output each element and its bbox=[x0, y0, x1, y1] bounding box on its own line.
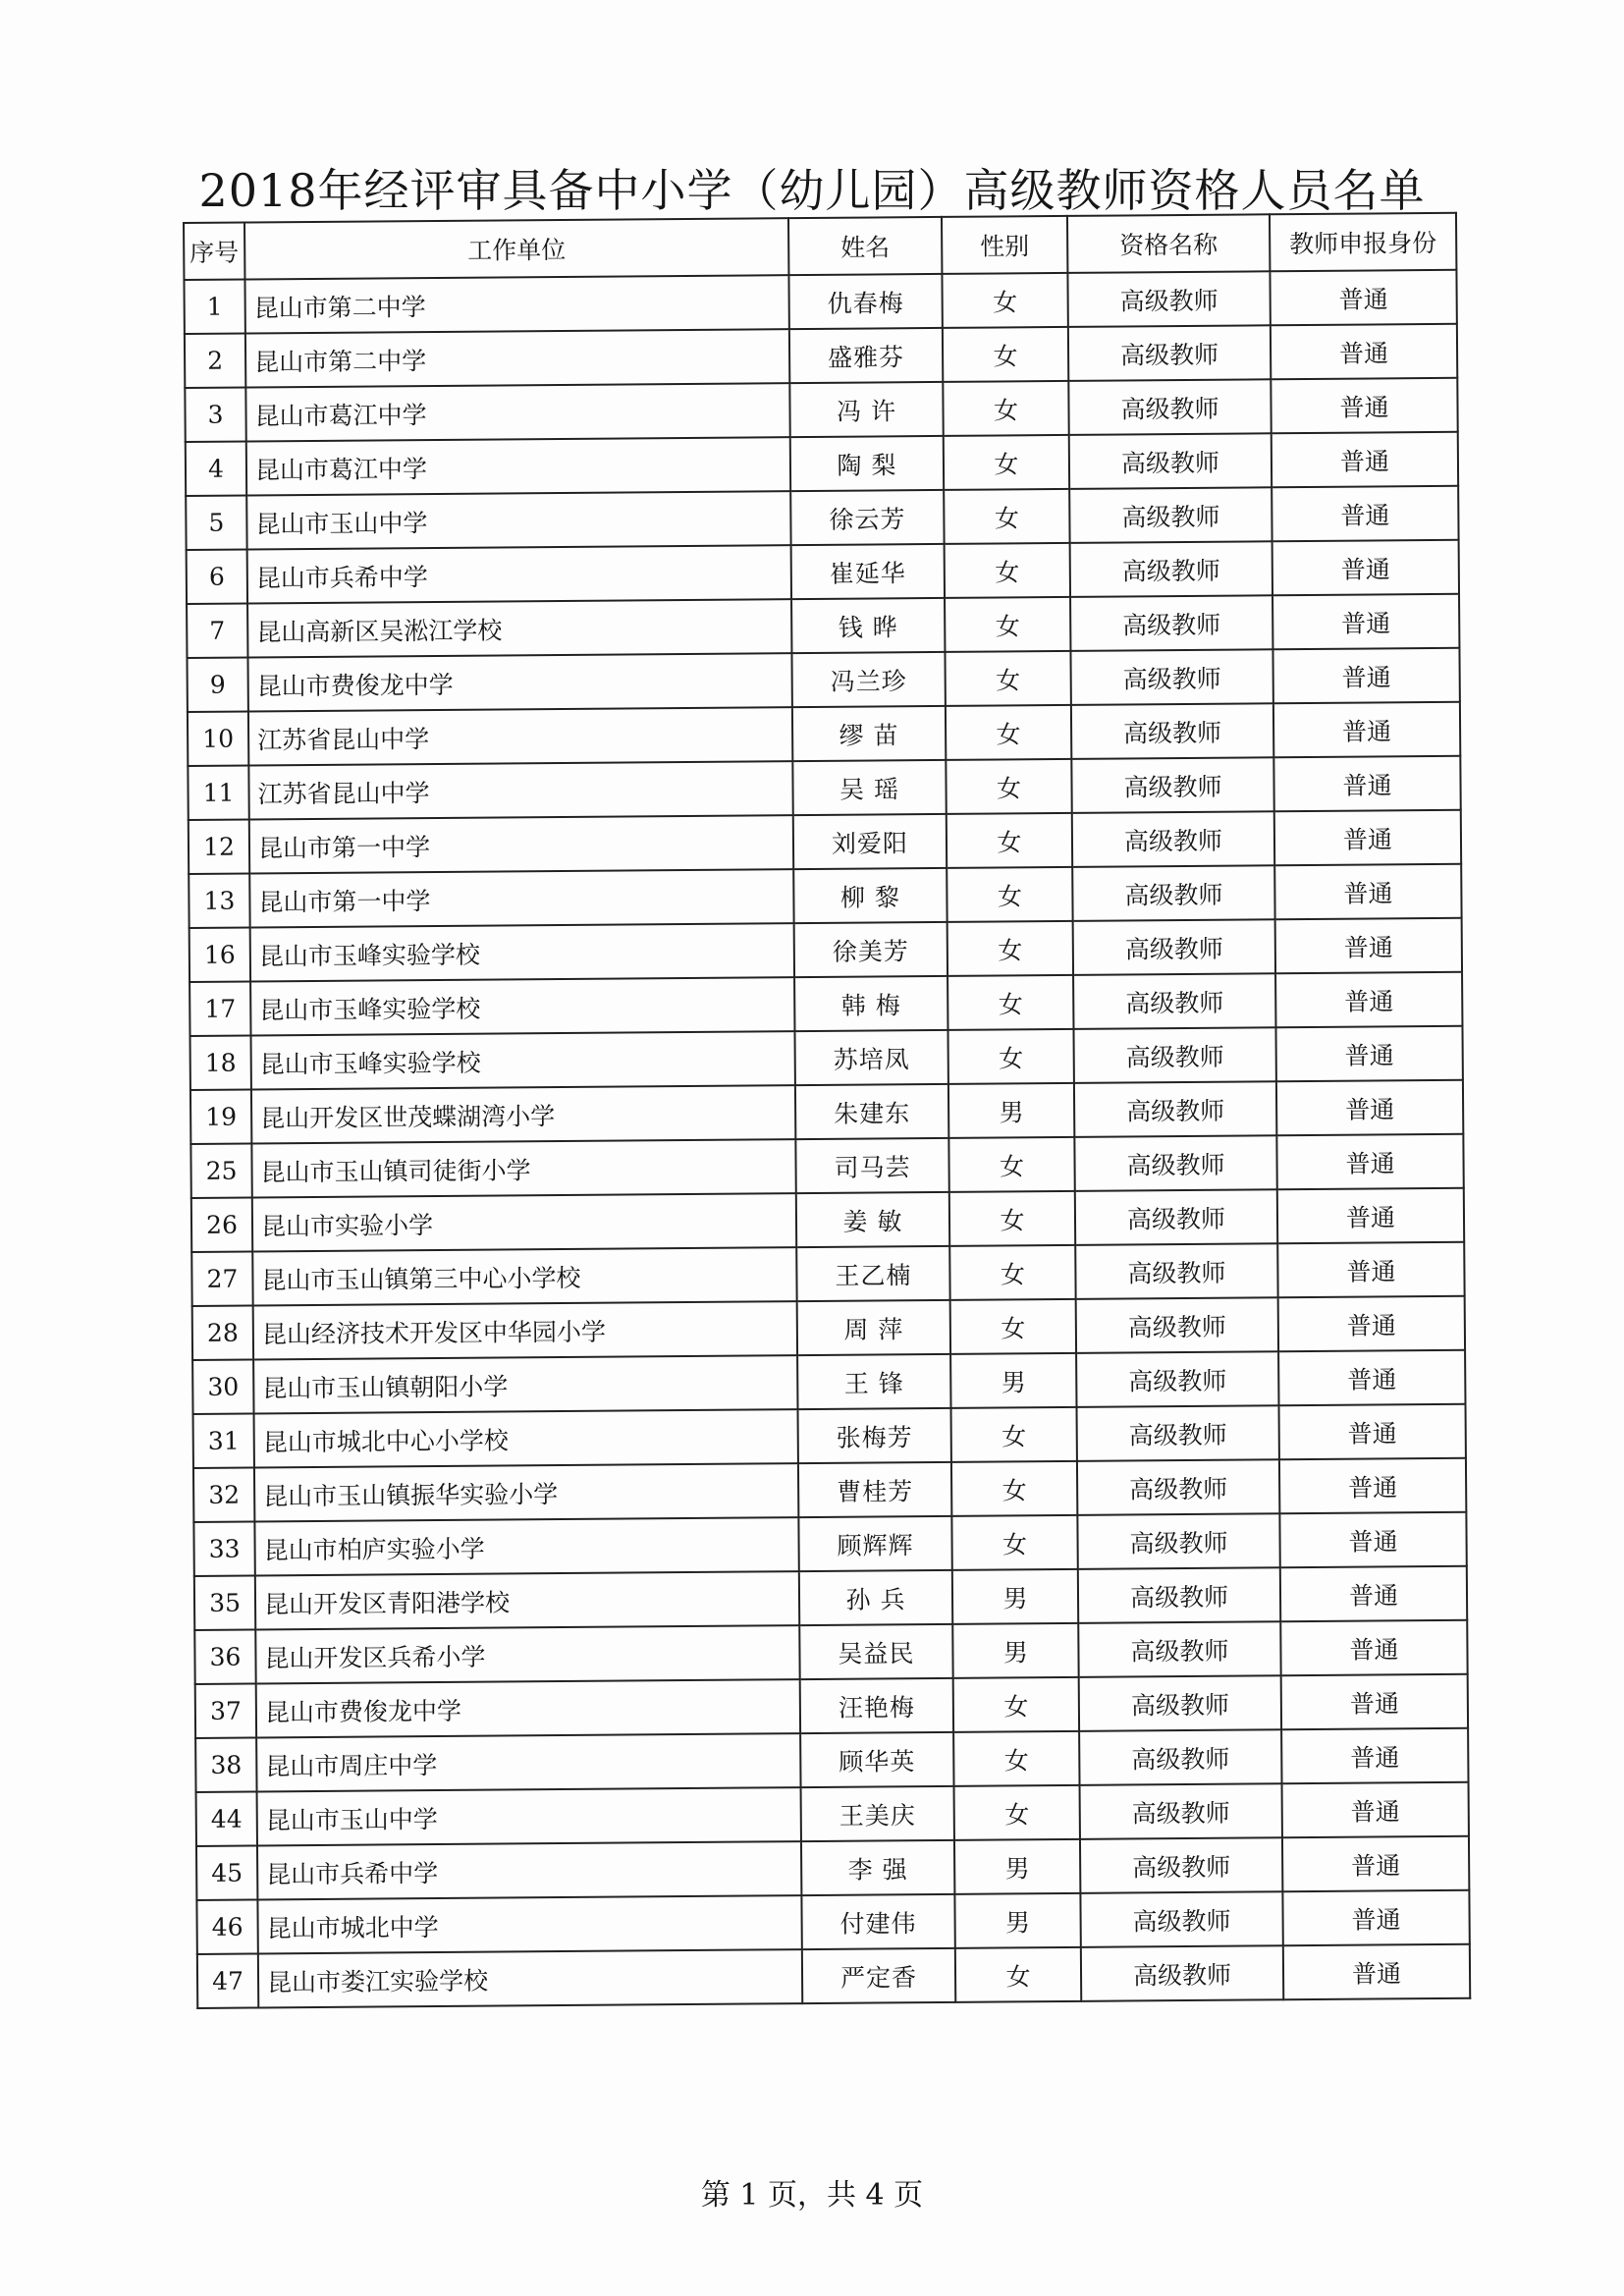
table-row bbox=[190, 1134, 1463, 1198]
cell-serial-number: 11 bbox=[188, 765, 248, 819]
cell-serial-number: 13 bbox=[189, 873, 249, 927]
cell-name: 曹桂芳 bbox=[798, 1462, 951, 1517]
cell-gender: 女 bbox=[947, 921, 1073, 976]
cell-serial-number: 27 bbox=[191, 1251, 252, 1305]
table-row bbox=[189, 810, 1461, 874]
cell-gender: 女 bbox=[943, 381, 1068, 436]
cell-work-unit: 昆山市实验小学 bbox=[252, 1193, 796, 1251]
cell-work-unit: 昆山市玉山镇司徒街小学 bbox=[251, 1139, 795, 1197]
cell-serial-number: 30 bbox=[192, 1359, 253, 1413]
cell-name: 吴 瑶 bbox=[792, 760, 946, 815]
table-row bbox=[187, 648, 1459, 712]
cell-work-unit: 昆山市柏庐实验小学 bbox=[254, 1517, 798, 1575]
roster-table bbox=[183, 212, 1471, 2009]
cell-applicant-identity: 普通 bbox=[1278, 1350, 1465, 1405]
cell-applicant-identity: 普通 bbox=[1276, 1080, 1463, 1135]
cell-name: 李 强 bbox=[801, 1840, 954, 1895]
cell-work-unit: 昆山市第二中学 bbox=[244, 275, 788, 333]
cell-qualification: 高级教师 bbox=[1067, 271, 1270, 327]
cell-gender: 女 bbox=[947, 975, 1073, 1030]
cell-work-unit: 昆山市费俊龙中学 bbox=[256, 1679, 800, 1737]
cell-applicant-identity: 普通 bbox=[1271, 378, 1457, 433]
cell-name: 王美庆 bbox=[801, 1786, 954, 1841]
table-row bbox=[189, 918, 1462, 982]
cell-name: 冯兰珍 bbox=[791, 652, 945, 707]
cell-serial-number: 38 bbox=[195, 1737, 256, 1791]
cell-work-unit: 昆山市玉山镇第三中心小学校 bbox=[252, 1247, 796, 1305]
cell-serial-number: 31 bbox=[193, 1413, 254, 1467]
cell-qualification: 高级教师 bbox=[1072, 865, 1274, 921]
cell-work-unit: 昆山开发区兵希小学 bbox=[255, 1625, 799, 1683]
table-row bbox=[194, 1620, 1467, 1684]
cell-gender: 女 bbox=[951, 1407, 1077, 1462]
cell-work-unit: 昆山市第二中学 bbox=[245, 329, 789, 387]
cell-work-unit: 昆山市玉山镇振华实验小学 bbox=[254, 1463, 798, 1521]
cell-work-unit: 昆山市娄江实验学校 bbox=[258, 1949, 802, 2007]
cell-name: 王 锋 bbox=[797, 1354, 950, 1409]
cell-applicant-identity: 普通 bbox=[1280, 1566, 1467, 1621]
cell-gender: 女 bbox=[949, 1245, 1075, 1300]
cell-applicant-identity: 普通 bbox=[1275, 1026, 1462, 1081]
cell-work-unit: 昆山市兵希中学 bbox=[257, 1841, 801, 1899]
cell-serial-number: 3 bbox=[185, 388, 245, 442]
cell-gender: 男 bbox=[952, 1569, 1078, 1624]
cell-gender: 女 bbox=[947, 813, 1072, 868]
cell-serial-number: 28 bbox=[192, 1305, 253, 1359]
cell-gender: 女 bbox=[953, 1677, 1079, 1732]
header-serial-number: 序号 bbox=[184, 223, 244, 280]
cell-applicant-identity: 普通 bbox=[1277, 1242, 1464, 1297]
cell-work-unit: 昆山市葛江中学 bbox=[245, 383, 789, 441]
cell-serial-number: 10 bbox=[188, 711, 248, 765]
cell-applicant-identity: 普通 bbox=[1273, 756, 1460, 811]
cell-name: 姜 敏 bbox=[796, 1192, 949, 1247]
cell-qualification: 高级教师 bbox=[1078, 1621, 1280, 1677]
table-row bbox=[192, 1296, 1465, 1360]
cell-qualification: 高级教师 bbox=[1077, 1405, 1279, 1461]
cell-qualification: 高级教师 bbox=[1076, 1351, 1278, 1407]
table-row bbox=[196, 1890, 1469, 1954]
cell-applicant-identity: 普通 bbox=[1270, 270, 1456, 325]
header-gender: 性别 bbox=[942, 216, 1067, 274]
table-row bbox=[188, 702, 1460, 766]
cell-gender: 女 bbox=[954, 1785, 1080, 1840]
cell-name: 苏培凤 bbox=[794, 1030, 947, 1085]
cell-work-unit: 昆山市费俊龙中学 bbox=[247, 653, 791, 711]
cell-gender: 女 bbox=[946, 759, 1071, 814]
cell-work-unit: 昆山高新区吴淞江学校 bbox=[247, 599, 791, 657]
cell-applicant-identity: 普通 bbox=[1281, 1674, 1468, 1729]
cell-applicant-identity: 普通 bbox=[1282, 1782, 1469, 1837]
table-row bbox=[184, 270, 1456, 334]
cell-work-unit: 昆山市周庄中学 bbox=[256, 1733, 800, 1791]
cell-serial-number: 16 bbox=[189, 927, 250, 981]
cell-gender: 女 bbox=[953, 1731, 1079, 1786]
cell-serial-number: 32 bbox=[193, 1467, 254, 1521]
cell-name: 陶 梨 bbox=[790, 436, 944, 491]
cell-gender: 女 bbox=[944, 489, 1069, 544]
cell-applicant-identity: 普通 bbox=[1278, 1296, 1465, 1351]
cell-work-unit: 昆山经济技术开发区中华园小学 bbox=[253, 1301, 797, 1359]
cell-serial-number: 44 bbox=[196, 1791, 257, 1845]
cell-serial-number: 18 bbox=[190, 1035, 251, 1089]
cell-gender: 男 bbox=[948, 1083, 1074, 1138]
cell-serial-number: 4 bbox=[186, 441, 246, 495]
table-row bbox=[193, 1404, 1466, 1468]
cell-applicant-identity: 普通 bbox=[1272, 540, 1459, 595]
cell-name: 严定香 bbox=[802, 1948, 955, 2003]
cell-gender: 女 bbox=[945, 543, 1070, 598]
cell-applicant-identity: 普通 bbox=[1271, 324, 1457, 379]
cell-serial-number: 19 bbox=[190, 1089, 251, 1143]
cell-qualification: 高级教师 bbox=[1074, 1135, 1276, 1191]
cell-applicant-identity: 普通 bbox=[1274, 810, 1461, 865]
cell-applicant-identity: 普通 bbox=[1281, 1728, 1468, 1783]
cell-serial-number: 46 bbox=[196, 1899, 257, 1953]
page-footer: 第 1 页，共 4 页 bbox=[700, 2178, 924, 2213]
table-row bbox=[194, 1566, 1467, 1630]
cell-gender: 女 bbox=[947, 1029, 1073, 1084]
table-row bbox=[189, 972, 1462, 1036]
cell-name: 徐云芳 bbox=[790, 490, 944, 545]
cell-applicant-identity: 普通 bbox=[1282, 1836, 1469, 1891]
cell-gender: 男 bbox=[954, 1893, 1080, 1948]
cell-qualification: 高级教师 bbox=[1080, 1891, 1282, 1947]
cell-gender: 男 bbox=[950, 1353, 1076, 1408]
cell-gender: 男 bbox=[952, 1623, 1078, 1678]
header-work-unit: 工作单位 bbox=[244, 218, 788, 279]
cell-work-unit: 昆山市第一中学 bbox=[249, 815, 793, 873]
table-row bbox=[185, 378, 1457, 442]
cell-work-unit: 昆山市城北中学 bbox=[257, 1895, 801, 1953]
cell-applicant-identity: 普通 bbox=[1277, 1188, 1464, 1243]
cell-qualification: 高级教师 bbox=[1070, 541, 1272, 597]
cell-work-unit: 昆山市玉山中学 bbox=[257, 1787, 801, 1845]
cell-applicant-identity: 普通 bbox=[1272, 594, 1459, 649]
cell-gender: 女 bbox=[951, 1461, 1077, 1516]
cell-serial-number: 12 bbox=[189, 819, 249, 873]
cell-name: 周 萍 bbox=[797, 1300, 950, 1355]
cell-qualification: 高级教师 bbox=[1069, 433, 1272, 489]
cell-serial-number: 2 bbox=[185, 334, 245, 388]
cell-qualification: 高级教师 bbox=[1081, 1945, 1283, 2001]
cell-name: 仇春梅 bbox=[788, 274, 942, 329]
cell-applicant-identity: 普通 bbox=[1280, 1620, 1467, 1675]
cell-applicant-identity: 普通 bbox=[1283, 1944, 1470, 1999]
cell-applicant-identity: 普通 bbox=[1279, 1512, 1466, 1567]
cell-name: 徐美芳 bbox=[794, 922, 947, 977]
cell-qualification: 高级教师 bbox=[1070, 649, 1272, 705]
cell-applicant-identity: 普通 bbox=[1272, 486, 1458, 541]
cell-qualification: 高级教师 bbox=[1069, 487, 1272, 543]
cell-qualification: 高级教师 bbox=[1070, 595, 1272, 651]
cell-qualification: 高级教师 bbox=[1079, 1729, 1281, 1785]
table-row bbox=[190, 1026, 1463, 1090]
cell-name: 吴益民 bbox=[799, 1624, 952, 1679]
cell-name: 朱建东 bbox=[795, 1084, 948, 1139]
cell-serial-number: 36 bbox=[194, 1629, 255, 1683]
cell-qualification: 高级教师 bbox=[1080, 1837, 1282, 1893]
cell-qualification: 高级教师 bbox=[1072, 811, 1274, 867]
cell-gender: 女 bbox=[949, 1191, 1075, 1246]
cell-name: 冯 许 bbox=[789, 382, 943, 437]
cell-applicant-identity: 普通 bbox=[1273, 702, 1460, 757]
cell-name: 孙 兵 bbox=[799, 1570, 952, 1625]
cell-work-unit: 江苏省昆山中学 bbox=[248, 761, 792, 819]
cell-work-unit: 昆山开发区世茂蝶湖湾小学 bbox=[251, 1085, 795, 1143]
cell-name: 司马芸 bbox=[795, 1138, 948, 1193]
cell-qualification: 高级教师 bbox=[1068, 379, 1271, 435]
roster-table-container bbox=[183, 212, 1469, 2009]
cell-work-unit: 昆山市玉峰实验学校 bbox=[250, 923, 794, 981]
cell-applicant-identity: 普通 bbox=[1276, 1134, 1463, 1189]
table-row bbox=[188, 756, 1460, 820]
cell-gender: 女 bbox=[955, 1947, 1081, 2002]
cell-serial-number: 45 bbox=[196, 1845, 257, 1899]
table-row bbox=[195, 1728, 1468, 1792]
cell-qualification: 高级教师 bbox=[1077, 1459, 1279, 1515]
cell-name: 缪 苗 bbox=[792, 706, 946, 761]
cell-serial-number: 5 bbox=[186, 495, 246, 549]
cell-name: 钱 晔 bbox=[791, 598, 945, 653]
cell-work-unit: 昆山市第一中学 bbox=[249, 869, 793, 927]
cell-serial-number: 7 bbox=[187, 603, 247, 657]
cell-gender: 女 bbox=[947, 867, 1072, 922]
cell-qualification: 高级教师 bbox=[1071, 757, 1273, 813]
cell-name: 刘爱阳 bbox=[793, 814, 947, 869]
table-header-row bbox=[184, 213, 1456, 280]
cell-qualification: 高级教师 bbox=[1073, 973, 1275, 1029]
cell-work-unit: 昆山市玉山镇朝阳小学 bbox=[253, 1355, 797, 1413]
cell-gender: 男 bbox=[954, 1839, 1080, 1894]
cell-gender: 女 bbox=[945, 651, 1070, 706]
cell-applicant-identity: 普通 bbox=[1274, 864, 1461, 919]
table-row bbox=[185, 324, 1457, 388]
cell-serial-number: 17 bbox=[189, 981, 250, 1035]
cell-name: 汪艳梅 bbox=[800, 1678, 953, 1733]
cell-gender: 女 bbox=[946, 705, 1071, 760]
header-qualification: 资格名称 bbox=[1067, 214, 1270, 273]
cell-work-unit: 昆山市玉峰实验学校 bbox=[251, 1031, 795, 1089]
table-row bbox=[189, 864, 1461, 928]
cell-applicant-identity: 普通 bbox=[1282, 1890, 1469, 1945]
cell-serial-number: 9 bbox=[187, 657, 247, 711]
cell-serial-number: 33 bbox=[193, 1521, 254, 1575]
cell-qualification: 高级教师 bbox=[1080, 1783, 1282, 1839]
cell-applicant-identity: 普通 bbox=[1275, 972, 1462, 1027]
cell-applicant-identity: 普通 bbox=[1272, 432, 1458, 487]
cell-name: 韩 梅 bbox=[794, 976, 947, 1031]
cell-name: 顾华英 bbox=[800, 1732, 953, 1787]
cell-qualification: 高级教师 bbox=[1075, 1189, 1277, 1245]
cell-work-unit: 昆山开发区青阳港学校 bbox=[255, 1571, 799, 1629]
cell-work-unit: 昆山市城北中心小学校 bbox=[254, 1409, 798, 1467]
table-row bbox=[190, 1080, 1463, 1144]
cell-serial-number: 37 bbox=[195, 1683, 256, 1737]
cell-gender: 女 bbox=[944, 435, 1069, 490]
table-row bbox=[187, 540, 1459, 604]
table-body bbox=[184, 270, 1470, 2008]
cell-name: 王乙楠 bbox=[796, 1246, 949, 1301]
cell-name: 崔延华 bbox=[791, 544, 945, 599]
cell-work-unit: 昆山市葛江中学 bbox=[246, 437, 790, 495]
cell-applicant-identity: 普通 bbox=[1275, 918, 1462, 973]
cell-qualification: 高级教师 bbox=[1077, 1513, 1279, 1569]
cell-serial-number: 25 bbox=[190, 1143, 251, 1197]
table-row bbox=[193, 1458, 1466, 1522]
cell-applicant-identity: 普通 bbox=[1272, 648, 1459, 703]
table-row bbox=[193, 1512, 1466, 1576]
document-title: 2018年经评审具备中小学（幼儿园）高级教师资格人员名单 bbox=[198, 164, 1426, 217]
cell-gender: 女 bbox=[950, 1299, 1076, 1354]
cell-applicant-identity: 普通 bbox=[1279, 1458, 1466, 1513]
cell-serial-number: 35 bbox=[194, 1575, 255, 1629]
cell-name: 盛雅芬 bbox=[789, 328, 943, 383]
table-row bbox=[186, 486, 1458, 550]
table-row bbox=[186, 432, 1458, 496]
cell-name: 付建伟 bbox=[801, 1894, 954, 1949]
table-row bbox=[196, 1782, 1469, 1846]
table-row bbox=[197, 1944, 1470, 2008]
table-row bbox=[191, 1188, 1464, 1252]
cell-qualification: 高级教师 bbox=[1076, 1297, 1278, 1353]
cell-applicant-identity: 普通 bbox=[1279, 1404, 1466, 1459]
cell-serial-number: 26 bbox=[191, 1197, 252, 1251]
cell-qualification: 高级教师 bbox=[1078, 1567, 1280, 1623]
cell-gender: 女 bbox=[945, 597, 1070, 652]
cell-qualification: 高级教师 bbox=[1071, 703, 1273, 759]
table-row bbox=[191, 1242, 1464, 1306]
cell-qualification: 高级教师 bbox=[1068, 325, 1271, 381]
table-row bbox=[195, 1674, 1468, 1738]
cell-work-unit: 昆山市玉山中学 bbox=[246, 491, 790, 549]
cell-gender: 女 bbox=[943, 327, 1068, 382]
cell-qualification: 高级教师 bbox=[1074, 1081, 1276, 1137]
cell-name: 顾辉辉 bbox=[798, 1516, 951, 1571]
cell-gender: 女 bbox=[948, 1137, 1074, 1192]
cell-name: 柳 黎 bbox=[793, 868, 947, 923]
cell-work-unit: 江苏省昆山中学 bbox=[248, 707, 792, 765]
cell-serial-number: 6 bbox=[187, 549, 247, 603]
cell-work-unit: 昆山市玉峰实验学校 bbox=[250, 977, 794, 1035]
cell-serial-number: 1 bbox=[184, 280, 244, 334]
header-applicant-identity: 教师申报身份 bbox=[1270, 213, 1456, 271]
cell-work-unit: 昆山市兵希中学 bbox=[247, 545, 791, 603]
cell-gender: 女 bbox=[951, 1515, 1077, 1570]
cell-qualification: 高级教师 bbox=[1079, 1675, 1281, 1731]
cell-qualification: 高级教师 bbox=[1073, 919, 1275, 975]
table-row bbox=[196, 1836, 1469, 1900]
cell-gender: 女 bbox=[942, 273, 1067, 328]
header-name: 姓名 bbox=[788, 217, 942, 275]
cell-serial-number: 47 bbox=[197, 1953, 258, 2007]
cell-qualification: 高级教师 bbox=[1075, 1243, 1277, 1299]
table-row bbox=[187, 594, 1459, 658]
cell-name: 张梅芳 bbox=[798, 1408, 951, 1463]
table-row bbox=[192, 1350, 1465, 1414]
cell-qualification: 高级教师 bbox=[1073, 1027, 1275, 1083]
